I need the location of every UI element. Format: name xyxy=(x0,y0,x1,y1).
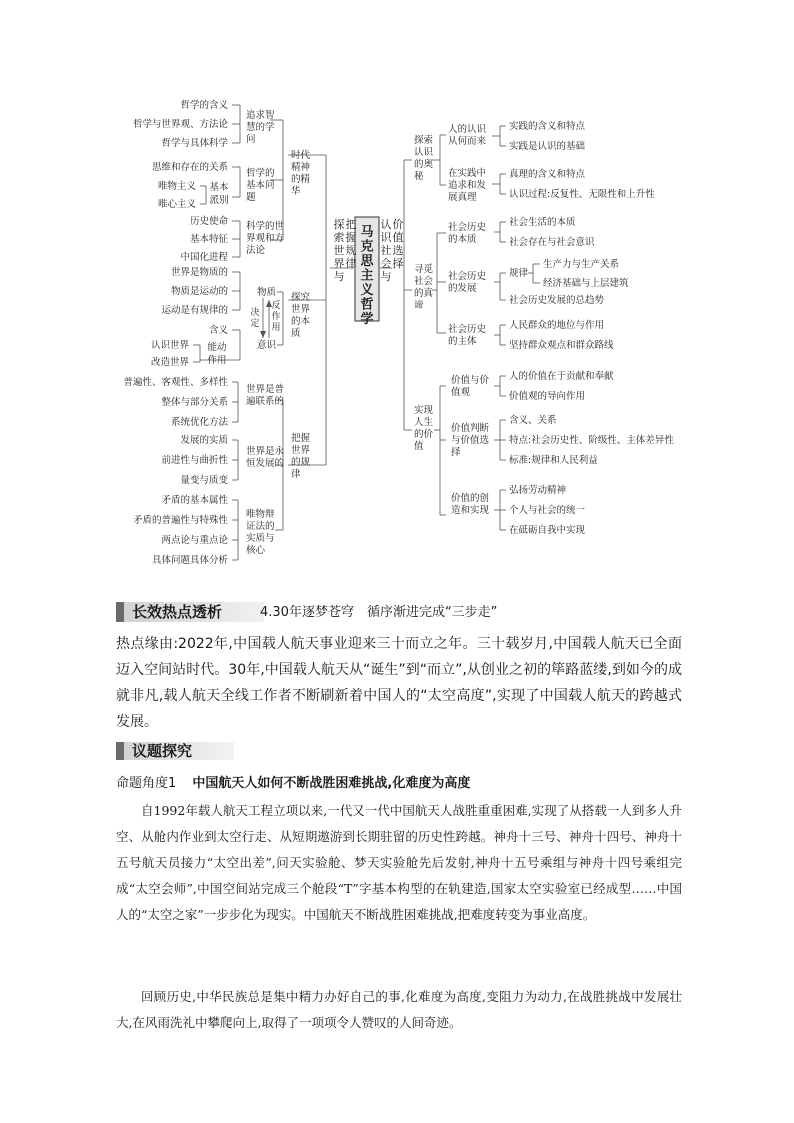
leaf-consciousness: 含义 xyxy=(208,325,228,336)
node-era-spirit: 时代 xyxy=(291,150,311,161)
node-value-view: 价值与价 xyxy=(451,375,490,386)
leaf-matter: 物质是运动的 xyxy=(170,286,228,297)
node-pursue-wisdom: 追求智 xyxy=(246,110,275,121)
body-paragraph-1: 自1992年载人航天工程立项以来,一代又一代中国航天人战胜重重困难,实现了从搭载一人到多人升空、从舱内作业到太空行走、从短期遨游到长期驻留的历史性跨越。神舟十三号、神舟十四号、神舟十五号航天员接力“太空出差”,问天实验舱、梦天实验舱先后发射,神舟十五号乘组与神舟十四号乘组完成“太空会师”,中国空间站完成三个舱段“T”字基本构型的在轨建造,国家太空实验室已经成型……中国人的“太空之家”一步步化为现实。中国航天不断战胜困难挑战,把难度转变为事业高度。 xyxy=(116,803,682,922)
left-branch-label: 与 xyxy=(333,270,345,283)
issue-banner xyxy=(116,741,416,763)
hot-topic-paragraph: 热点缘由:2022年,中国载人航天事业迎来三十而立之年。三十载岁月,中国载人航天已全面迈入空间站时代。30年,中国载人航天从“诞生”到“而立”,从创业之初的筚路蓝缕,到如今的成就非凡,载人航天全线工作者不断刷新着中国人的“太空高度”,实现了中国载人航天的跨越式发展。 xyxy=(116,636,682,730)
node-value-judgement: 价值判断 xyxy=(451,423,490,434)
left-branch-label: 世 xyxy=(333,244,345,257)
leaf-development: 前进性与曲折性 xyxy=(161,455,228,466)
leaf-social-subject: 人民群众的地位与作用 xyxy=(509,320,605,331)
leaf-contradiction: 两点论与重点论 xyxy=(161,535,228,546)
leaf-social-subject: 坚持群众观点和群众路线 xyxy=(509,340,614,351)
leaf-basic-question: 唯心主义 xyxy=(157,199,196,210)
mind-map-labels xyxy=(123,99,674,566)
issue-label: 议题探究 xyxy=(132,742,193,760)
node-social-development: 的发展 xyxy=(448,283,477,294)
node-active-role: 作用 xyxy=(207,355,227,366)
node-world-laws: 把握 xyxy=(291,433,311,444)
issue-accent-bar xyxy=(116,742,124,760)
node-scientific-view: 法论 xyxy=(246,245,266,256)
leaf-scientific-view: 中国化进程 xyxy=(180,252,228,263)
node-world-essence: 世界 xyxy=(291,304,311,315)
relation-react: 作 xyxy=(271,312,281,322)
leaf-basic-question: 唯物主义 xyxy=(157,181,196,192)
section-banner xyxy=(116,600,682,624)
node-pursue-truth: 在实践中 xyxy=(448,168,487,179)
node-consciousness: 意识 xyxy=(257,340,277,351)
leaf-consciousness: 认识世界 xyxy=(150,340,189,351)
node-pursue-wisdom: 慧的学 xyxy=(246,122,275,133)
node-basic-question: 哲学的 xyxy=(246,168,275,179)
root-node-label: 义 xyxy=(360,283,374,298)
root-node-label: 思 xyxy=(360,254,374,269)
node-active-role: 能动 xyxy=(207,342,227,353)
node-value-creation: 造和实现 xyxy=(451,505,490,516)
leaf-value-creation: 弘扬劳动精神 xyxy=(509,485,567,496)
leaf-basic-question: 思维和存在的关系 xyxy=(151,162,228,173)
node-universal-link: 世界是普 xyxy=(246,384,285,395)
root-node-label: 学 xyxy=(360,312,374,327)
node-world-essence: 质 xyxy=(291,328,301,339)
root-node-label: 克 xyxy=(360,239,374,255)
node-matter: 物质 xyxy=(257,287,277,298)
node-dialectics-core: 证法的 xyxy=(246,521,275,532)
leaf-scientific-view: 基本特征 xyxy=(189,234,228,245)
node-era-spirit: 的精 xyxy=(291,174,311,185)
node-world-essence: 探究 xyxy=(291,292,311,303)
node-social-truth: 的真 xyxy=(414,288,434,299)
node-value-judgement: 择 xyxy=(451,447,461,458)
leaf-social-essence: 社会生活的本质 xyxy=(509,217,576,228)
root-node-label xyxy=(360,224,374,327)
right-branch-label: 认 xyxy=(380,218,392,231)
node-social-development: 社会历史 xyxy=(448,271,487,282)
node-basic-question: 题 xyxy=(246,192,256,203)
node-life-value: 值 xyxy=(414,441,424,452)
leaf-philosophy: 哲学与具体科学 xyxy=(161,138,228,149)
node-value-creation: 价值的创 xyxy=(451,493,490,504)
left-branch-label: 把 xyxy=(345,218,357,231)
leaf-value-creation: 在砥砺自我中实现 xyxy=(509,525,586,536)
node-era-spirit: 华 xyxy=(291,186,301,197)
leaf-value-view: 人的价值在于贡献和奉献 xyxy=(509,371,614,382)
right-branch-label: 会 xyxy=(380,257,392,270)
root-node-label: 主 xyxy=(360,268,374,284)
leaf-universal-link: 普遍性、客观性、多样性 xyxy=(123,377,228,388)
left-branch-label: 握 xyxy=(345,231,357,244)
node-era-spirit: 精神 xyxy=(291,162,311,173)
leaf-contradiction: 具体问题具体分析 xyxy=(151,555,228,566)
node-life-value: 实现 xyxy=(414,405,434,416)
node-social-subject: 的主体 xyxy=(448,336,477,347)
node-universal-link: 遍联系的 xyxy=(246,396,285,407)
left-branch-label: 索 xyxy=(333,231,345,244)
section-label: 长效热点透析 xyxy=(132,603,223,621)
node-law: 规律 xyxy=(509,268,529,279)
right-branch-label: 择 xyxy=(392,257,404,270)
left-branch-label-explore xyxy=(334,217,357,283)
node-dialectics-core: 唯物辩 xyxy=(246,509,275,520)
leaf-universal-link: 系统优化方法 xyxy=(170,417,228,428)
node-source-of-knowledge: 人的认识 xyxy=(448,124,487,135)
leaf-contradiction: 矛盾的基本属性 xyxy=(161,495,228,506)
node-basic-schools: 派别 xyxy=(209,195,229,206)
leaf-value-creation: 个人与社会的统一 xyxy=(509,505,586,516)
body-paragraph-2: 回顾历史,中华民族总是集中精力办好自己的事,化难度为高度,变阻力为动力,在战胜挑战中发展壮大,在风雨洗礼中攀爬向上,取得了一项项令人赞叹的人间奇迹。 xyxy=(116,989,682,1030)
leaf-matter: 运动是有规律的 xyxy=(161,305,228,316)
relation-decide: 定 xyxy=(250,319,260,329)
node-social-truth: 谛 xyxy=(414,300,424,311)
leaf-value-judgement: 标准:规律和人民利益 xyxy=(509,455,598,466)
node-social-subject: 社会历史 xyxy=(448,324,487,335)
right-branch-label-main xyxy=(381,217,404,283)
leaf-social-essence: 社会存在与社会意识 xyxy=(509,237,595,248)
leaf-development: 发展的实质 xyxy=(180,435,228,446)
leaf-philosophy: 哲学的含义 xyxy=(180,100,228,111)
node-basic-question: 基本问 xyxy=(246,180,275,191)
node-world-laws: 的规 xyxy=(291,457,311,468)
leaf-contradiction: 矛盾的普遍性与特殊性 xyxy=(132,515,228,526)
proposition-angle xyxy=(116,774,682,794)
node-social-truth: 寻觅 xyxy=(414,264,434,275)
node-dialectics-core: 核心 xyxy=(246,545,266,556)
leaf-practice: 实践是认识的基础 xyxy=(509,141,586,152)
left-branch-label: 探 xyxy=(333,218,345,231)
node-pursue-wisdom: 问 xyxy=(246,134,256,145)
leaf-philosophy: 哲学与世界观、方法论 xyxy=(132,119,228,130)
leaf-general-trend: 社会历史发展的总趋势 xyxy=(509,295,605,306)
leaf-universal-link: 整体与部分关系 xyxy=(161,397,228,408)
root-node-label: 马 xyxy=(360,225,374,240)
leaf-truth: 认识过程:反复性、无限性和上升性 xyxy=(509,189,655,200)
right-branch-label: 社 xyxy=(380,244,392,257)
node-explore-cognition: 的奥 xyxy=(414,159,434,170)
leaf-matter: 世界是物质的 xyxy=(170,267,228,278)
node-pursue-truth: 展真理 xyxy=(448,192,477,203)
leaf-truth: 真理的含义和特点 xyxy=(509,169,586,180)
node-scientific-view: 界观和方 xyxy=(246,233,285,244)
node-source-of-knowledge: 从何而来 xyxy=(448,136,487,147)
left-branch-label: 律 xyxy=(345,257,357,270)
node-eternal-development: 世界是永 xyxy=(246,446,285,457)
right-branch-label: 价 xyxy=(392,218,404,231)
angle-text: 中国航天人如何不断战胜困难挑战,化难度为高度 xyxy=(192,776,471,791)
relation-decide: 决 xyxy=(250,308,260,318)
leaf-law: 经济基础与上层建筑 xyxy=(543,278,629,289)
node-value-judgement: 与价值选 xyxy=(451,435,490,446)
angle-prefix: 命题角度1 xyxy=(116,776,177,791)
node-world-essence: 的本 xyxy=(291,316,311,327)
node-life-value: 的价 xyxy=(414,429,434,440)
section-title: 4.30年逐梦苍穹 循序渐进完成“三步走” xyxy=(260,605,498,620)
right-branch-label: 识 xyxy=(380,231,392,244)
left-branch-label: 界 xyxy=(333,257,345,270)
node-scientific-view: 科学的世 xyxy=(246,221,285,232)
node-explore-cognition: 探索 xyxy=(414,135,434,146)
leaf-value-judgement: 含义、关系 xyxy=(509,415,557,426)
node-dialectics-core: 实质与 xyxy=(246,533,275,544)
node-world-laws: 律 xyxy=(291,469,301,480)
leaf-practice: 实践的含义和特点 xyxy=(509,121,586,132)
node-eternal-development: 恒发展的 xyxy=(246,458,285,469)
node-social-truth: 社会 xyxy=(414,276,434,287)
relation-react: 反 xyxy=(271,301,281,311)
leaf-value-judgement: 特点:社会历史性、阶级性、主体差异性 xyxy=(509,435,674,446)
left-branch-label: 规 xyxy=(345,244,357,257)
node-social-essence: 的本质 xyxy=(448,234,477,245)
right-branch-label: 值 xyxy=(392,231,404,244)
node-world-laws: 世界 xyxy=(291,445,311,456)
leaf-scientific-view: 历史使命 xyxy=(189,216,228,227)
right-branch-label: 与 xyxy=(380,270,392,283)
root-node-label: 哲 xyxy=(360,297,374,313)
leaf-law: 生产力与生产关系 xyxy=(543,259,620,270)
node-social-essence: 社会历史 xyxy=(448,222,487,233)
banner-accent-bar xyxy=(116,602,124,622)
relation-react: 用 xyxy=(271,323,281,333)
leaf-development: 量变与质变 xyxy=(180,475,228,486)
node-life-value: 人生 xyxy=(414,417,434,428)
node-value-view: 值观 xyxy=(451,387,471,398)
leaf-consciousness: 改造世界 xyxy=(150,357,189,368)
node-pursue-truth: 追求和发 xyxy=(448,180,487,191)
node-basic-schools: 基本 xyxy=(209,182,229,193)
node-explore-cognition: 认识 xyxy=(414,147,434,158)
right-branch-label: 选 xyxy=(392,244,404,257)
leaf-value-view: 价值观的导向作用 xyxy=(509,391,586,402)
node-explore-cognition: 秘 xyxy=(414,171,424,182)
